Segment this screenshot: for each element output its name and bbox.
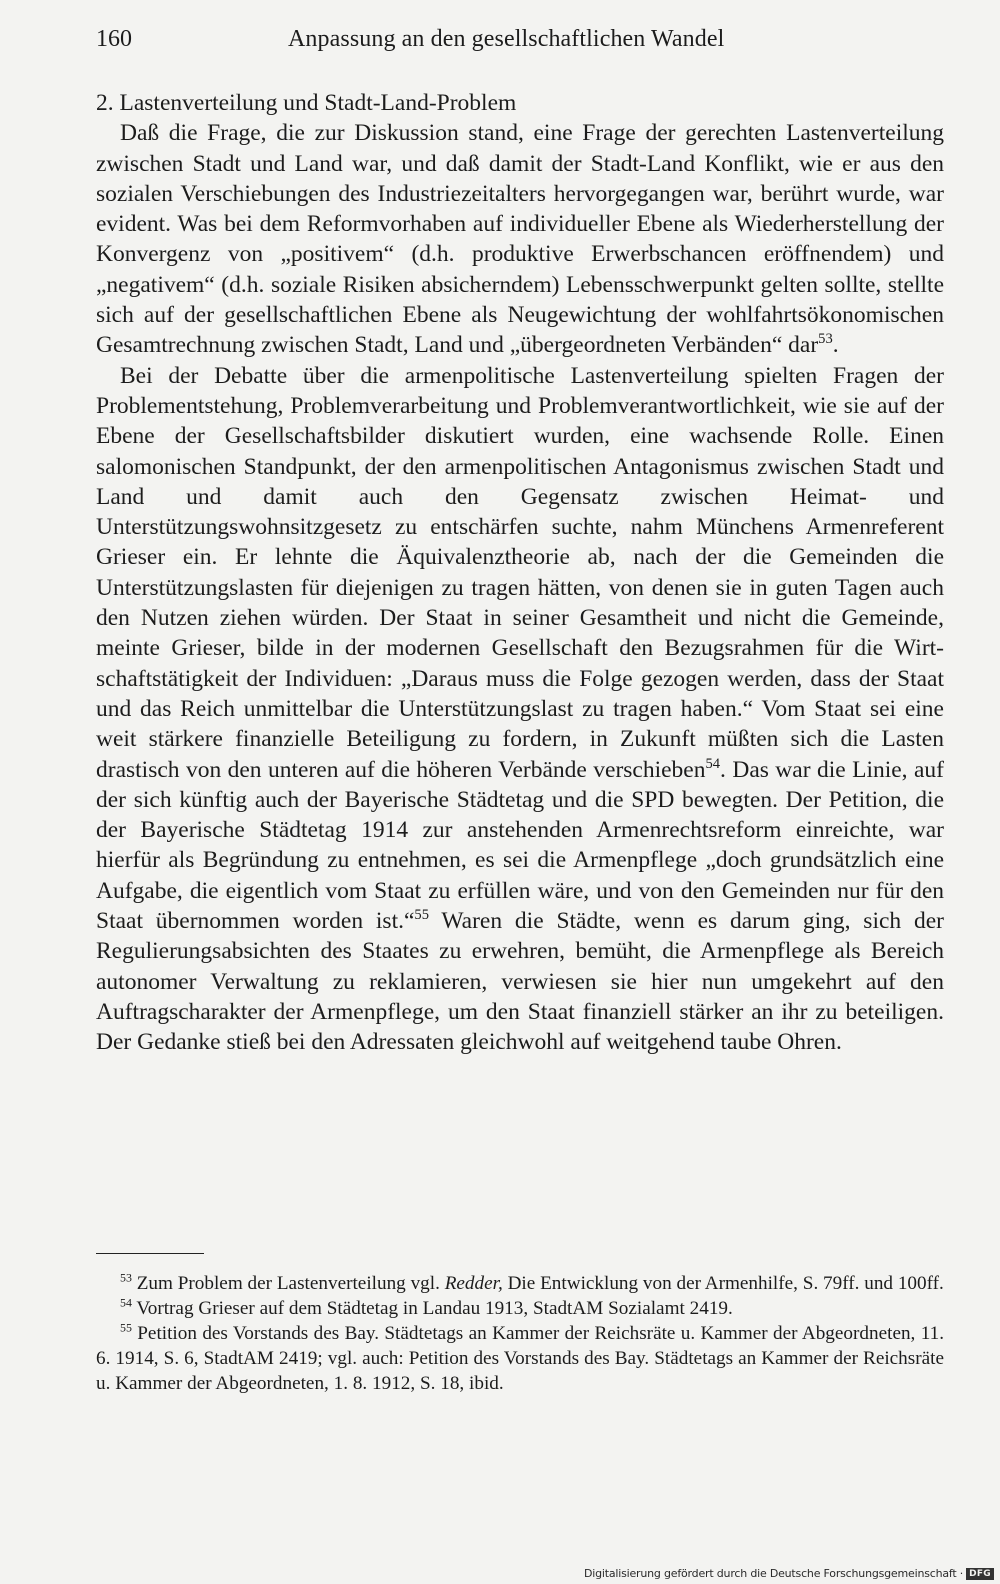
page-number: 160 (96, 26, 132, 52)
footnote-ref-53: 53 (818, 331, 833, 348)
footnote-text: Zum Problem der Lastenverteilung vgl. (131, 1273, 445, 1294)
paragraph-1-end: . (832, 332, 839, 359)
credit-text: Digitalisierung gefördert durch die Deutsche Forschungsgemeinschaft · (583, 1567, 964, 1580)
running-title: Anpassung an den gesellschaftlichen Wandel (288, 26, 725, 52)
footnote-number: 55 (120, 1320, 132, 1335)
main-text (96, 88, 944, 1058)
page-header (96, 26, 946, 62)
dfg-logo: DFG (966, 1568, 994, 1580)
footnote-text: Petition des Vorstands des Bay. Städtetags an Kammer der Reichsräte u. Kammer der Abgeordneten, 11. 6. 1914, S. 6, StadtAM 2419; vgl. auch: Petition des Vorstands des Bay. Städtetags an Kammer der Reichsräte u. Kammer der Abgeordneten, 1. 8. 1912, S. 18, ibid. (96, 1323, 944, 1394)
paragraph-2-text-a: Bei der Debatte über die armenpolitische Lastenverteilung spielten Fragen der Problementstehung, Problemverarbeitung und Problemverantwortlichkeit, wie sie auf der Ebene der Gesellschaftsbilder diskutiert wurden, eine wachsende Rolle. Einen salomonischen Standpunkt, der den armenpolitischen Antagonismus zwischen Stadt und Land und damit auch den Gegensatz zwischen Heimat- und Unterstützungswohnsitzgesetz zu entschärfen suchte, nahm Münchens Armenreferent Grieser ein. Er lehnte die Äquivalenztheorie ab, nach der die Gemeinden die Unterstützungslasten für diejenigen zu tragen hätten, von denen sie in guten Tagen auch den Nutzen ziehen würden. Der Staat in seiner Gesamtheit und nicht die Gemeinde, meinte Grieser, bilde in der modernen Gesellschaft den Bezugsrahmen für die Wirtschaftstätigkeit der Individuen: „Daraus muss die Folge gezogen werden, dass der Staat und das Reich unmittelbar die Unterstützungslast zu tragen haben.“ Vom Staat sei eine weit stärkere finanzielle Beteiligung zu fordern, in Zukunft müßten sich die Lasten drastisch von den unteren auf die höheren Verbände verschieben (96, 362, 944, 783)
paragraph-1 (96, 118, 944, 360)
footnote-ref-54: 54 (705, 755, 721, 772)
section-heading: 2. Lastenverteilung und Stadt-Land-Problem (96, 90, 517, 116)
digitization-credit (584, 1567, 994, 1580)
footnote-author: Redder, (444, 1273, 503, 1294)
footnote-number: 54 (120, 1295, 132, 1310)
paragraph-2 (96, 361, 944, 1058)
footnotes (96, 1271, 944, 1396)
paragraph-2-text-c: Waren die Städte, wenn es darum ging, sich der Regulierungsabsichten des Staates zu erwehren, bemüht, die Armenpflege als Bereich autonomer Verwaltung zu reklamieren, verwiesen sie hier nun umgekehrt auf den Auftragscharakter der Armenpflege, um den Staat finanziell stärker an ihr zu beteiligen. Der Gedanke stieß bei den Adressaten gleichwohl auf weitgehend taube Ohren. (96, 908, 944, 1056)
footnote-54 (96, 1296, 944, 1321)
paragraph-1-text: Daß die Frage, die zur Diskussion stand, eine Frage der gerechten Lastenverteilung zwischen Stadt und Land war, und daß damit der Stadt-Land Konflikt, wie er aus den sozialen Verschiebungen des Industriezeitalters hervorgegangen war, berührt wurde, war evident. Was bei dem Reformvorhaben auf individueller Ebene als Wiederherstellung der Konvergenz von „positivem“ (d.h. produktive Erwerbschancen eröffnendem) und „negativem“ (d.h. soziale Risiken absicherndem) Lebensschwerpunkt gelten sollte, stellte sich auf der gesellschaftlichen Ebene als Neugewichtung der wohlfahrtsökonomischen Gesamtrechnung zwischen Stadt, Land und „übergeordneten Verbänden“ dar (96, 120, 944, 359)
footnote-ref-55: 55 (414, 907, 429, 924)
paragraph-2-text-b: . Das war die Linie, auf der sich künftig auch der Bayerische Städtetag und die SPD bewegten. Der Petition, die der Bayerische Städtetag 1914 zur anstehenden Armenrechtsreform einreichte, war hierfür als Begründung zu entnehmen, es sei die Armenpflege „doch grundsätzlich eine Aufgabe, die eigentlich vom Staat zu erfüllen wäre, und von den Gemeinden nur für den Staat übernommen worden ist.“ (96, 756, 944, 935)
footnote-text: Die Entwicklung von der Armenhilfe, S. 79ff. und 100ff. (502, 1273, 944, 1294)
footnote-53 (96, 1271, 944, 1296)
footnote-55 (96, 1321, 944, 1396)
footnote-number: 53 (120, 1270, 132, 1285)
footnote-text: Vortrag Grieser auf dem Städtetag in Landau 1913, StadtAM Sozialamt 2419. (131, 1298, 733, 1319)
footnote-separator (96, 1253, 204, 1254)
